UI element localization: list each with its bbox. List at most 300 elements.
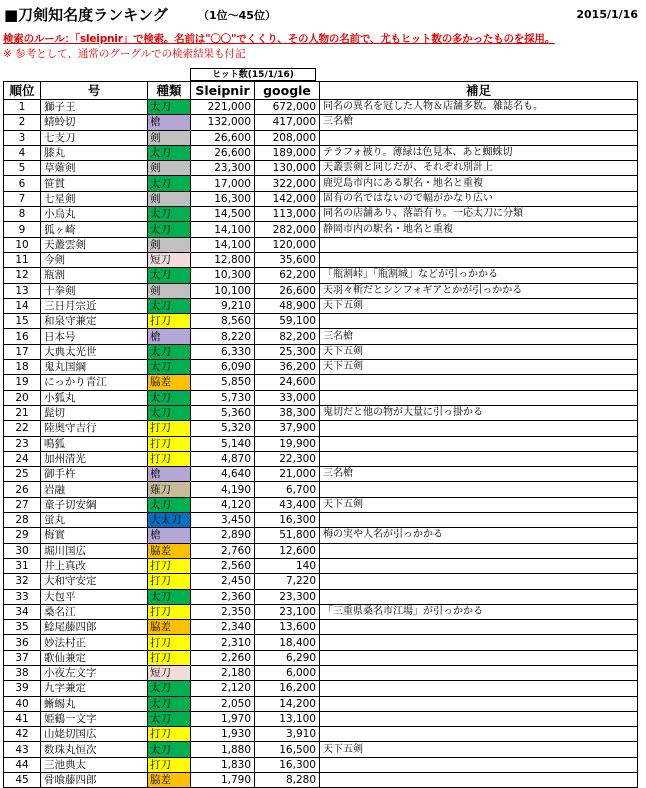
cell-note[interactable] <box>320 558 638 573</box>
cell-sleipnir[interactable]: 26,600 <box>191 145 255 160</box>
cell-rank[interactable]: 29 <box>4 528 41 543</box>
cell-google[interactable]: 82,200 <box>255 329 320 344</box>
cell-google[interactable]: 417,000 <box>255 115 320 130</box>
cell-name[interactable]: 七星剣 <box>41 191 148 206</box>
cell-name[interactable]: 大包平 <box>41 589 148 604</box>
cell-type[interactable]: 太刀 <box>148 145 191 160</box>
cell-rank[interactable]: 32 <box>4 574 41 589</box>
cell-type[interactable]: 剣 <box>148 191 191 206</box>
cell-note[interactable]: 天下五剣 <box>320 298 638 313</box>
cell-type[interactable]: 太刀 <box>148 405 191 420</box>
cell-sleipnir[interactable]: 132,000 <box>191 115 255 130</box>
cell-sleipnir[interactable]: 2,310 <box>191 635 255 650</box>
cell-google[interactable]: 13,600 <box>255 620 320 635</box>
cell-note[interactable] <box>320 375 638 390</box>
cell-note[interactable]: 天下五剣 <box>320 497 638 512</box>
cell-note[interactable] <box>320 620 638 635</box>
cell-name[interactable]: 姫鶴一文字 <box>41 711 148 726</box>
cell-rank[interactable]: 5 <box>4 161 41 176</box>
cell-note[interactable]: 三名槍 <box>320 467 638 482</box>
cell-name[interactable]: 和泉守兼定 <box>41 314 148 329</box>
cell-rank[interactable]: 37 <box>4 650 41 665</box>
cell-type[interactable]: 打刀 <box>148 451 191 466</box>
table-row <box>4 757 638 772</box>
cell-google[interactable]: 51,800 <box>255 528 320 543</box>
cell-sleipnir[interactable]: 5,140 <box>191 436 255 451</box>
cell-name[interactable]: にっかり青江 <box>41 375 148 390</box>
cell-google[interactable]: 43,400 <box>255 497 320 512</box>
cell-sleipnir[interactable]: 1,880 <box>191 742 255 757</box>
cell-rank[interactable]: 8 <box>4 207 41 222</box>
cell-google[interactable]: 16,500 <box>255 742 320 757</box>
cell-type[interactable]: 打刀 <box>148 650 191 665</box>
cell-type[interactable]: 薙刀 <box>148 482 191 497</box>
cell-google[interactable]: 33,000 <box>255 390 320 405</box>
cell-sleipnir[interactable]: 17,000 <box>191 176 255 191</box>
cell-rank[interactable]: 7 <box>4 191 41 206</box>
cell-note[interactable]: 天羽々斬だとシンフォギアとかが引っかかる <box>320 283 638 298</box>
cell-type[interactable]: 短刀 <box>148 665 191 680</box>
cell-sleipnir[interactable]: 12,800 <box>191 252 255 267</box>
cell-google[interactable]: 26,600 <box>255 283 320 298</box>
cell-google[interactable]: 16,300 <box>255 757 320 772</box>
page-title: ■刀剣知名度ランキング <box>4 6 168 24</box>
cell-google[interactable]: 6,290 <box>255 650 320 665</box>
cell-note[interactable] <box>320 589 638 604</box>
cell-google[interactable]: 18,400 <box>255 635 320 650</box>
hit-count-header: ヒット数(15/1/16) <box>190 68 316 81</box>
cell-type[interactable]: 太刀 <box>148 268 191 283</box>
cell-name[interactable]: 鬼丸国綱 <box>41 360 148 375</box>
cell-name[interactable]: 蜥蜴丸 <box>41 696 148 711</box>
cell-name[interactable]: 天叢雲剣 <box>41 237 148 252</box>
cell-note[interactable] <box>320 451 638 466</box>
cell-note[interactable]: 「瓶割峠」「瓶割城」などが引っかかる <box>320 268 638 283</box>
cell-name[interactable]: 七支刀 <box>41 130 148 145</box>
cell-type[interactable]: 大太刀 <box>148 513 191 528</box>
cell-name[interactable]: 大和守安定 <box>41 574 148 589</box>
cell-rank[interactable]: 28 <box>4 513 41 528</box>
cell-name[interactable]: 小狐丸 <box>41 390 148 405</box>
cell-note[interactable] <box>320 665 638 680</box>
cell-type[interactable]: 脇差 <box>148 375 191 390</box>
cell-type[interactable]: 打刀 <box>148 727 191 742</box>
cell-rank[interactable]: 10 <box>4 237 41 252</box>
cell-type[interactable]: 短刀 <box>148 252 191 267</box>
cell-note[interactable]: 三名槍 <box>320 329 638 344</box>
cell-rank[interactable]: 27 <box>4 497 41 512</box>
cell-google[interactable]: 23,300 <box>255 589 320 604</box>
cell-note[interactable]: 三名槍 <box>320 115 638 130</box>
cell-type[interactable]: 太刀 <box>148 298 191 313</box>
cell-rank[interactable]: 15 <box>4 314 41 329</box>
cell-name[interactable]: 山姥切国広 <box>41 727 148 742</box>
cell-note[interactable]: 天下五剣 <box>320 344 638 359</box>
cell-sleipnir[interactable]: 2,450 <box>191 574 255 589</box>
cell-sleipnir[interactable]: 2,340 <box>191 620 255 635</box>
col-rank[interactable]: 順位 <box>4 82 41 100</box>
cell-google[interactable]: 25,300 <box>255 344 320 359</box>
cell-rank[interactable]: 24 <box>4 451 41 466</box>
cell-rank[interactable]: 23 <box>4 436 41 451</box>
cell-rank[interactable]: 14 <box>4 298 41 313</box>
cell-name[interactable]: 梅實 <box>41 528 148 543</box>
table-row <box>4 665 638 680</box>
table-row <box>4 558 638 573</box>
cell-note[interactable]: 天下五剣 <box>320 742 638 757</box>
table-row <box>4 298 638 313</box>
cell-type[interactable]: 打刀 <box>148 635 191 650</box>
cell-sleipnir[interactable]: 5,730 <box>191 390 255 405</box>
cell-rank[interactable]: 1 <box>4 100 41 115</box>
cell-type[interactable]: 打刀 <box>148 604 191 619</box>
cell-type[interactable]: 太刀 <box>148 696 191 711</box>
cell-type[interactable]: 太刀 <box>148 344 191 359</box>
cell-google[interactable]: 16,300 <box>255 513 320 528</box>
cell-type[interactable]: 打刀 <box>148 436 191 451</box>
cell-type[interactable]: 槍 <box>148 329 191 344</box>
cell-google[interactable]: 142,000 <box>255 191 320 206</box>
cell-type[interactable]: 脇差 <box>148 773 191 788</box>
cell-type[interactable]: 槍 <box>148 115 191 130</box>
cell-rank[interactable]: 42 <box>4 727 41 742</box>
table-body <box>4 100 638 788</box>
cell-sleipnir[interactable]: 2,180 <box>191 665 255 680</box>
cell-sleipnir[interactable]: 2,560 <box>191 558 255 573</box>
cell-type[interactable]: 太刀 <box>148 207 191 222</box>
table-row <box>4 405 638 420</box>
cell-rank[interactable]: 31 <box>4 558 41 573</box>
cell-google[interactable]: 23,100 <box>255 604 320 619</box>
cell-rank[interactable]: 6 <box>4 176 41 191</box>
cell-google[interactable]: 12,600 <box>255 543 320 558</box>
cell-note[interactable]: 梅の実や人名が引っかかる <box>320 528 638 543</box>
cell-note[interactable] <box>320 574 638 589</box>
cell-sleipnir[interactable]: 5,360 <box>191 405 255 420</box>
cell-sleipnir[interactable]: 2,760 <box>191 543 255 558</box>
cell-rank[interactable]: 25 <box>4 467 41 482</box>
cell-note[interactable] <box>320 314 638 329</box>
cell-google[interactable]: 322,000 <box>255 176 320 191</box>
cell-google[interactable]: 19,900 <box>255 436 320 451</box>
table-row <box>4 161 638 176</box>
cell-name[interactable]: 蛍丸 <box>41 513 148 528</box>
cell-name[interactable]: 三日月宗近 <box>41 298 148 313</box>
cell-type[interactable]: 脇差 <box>148 543 191 558</box>
cell-google[interactable]: 21,000 <box>255 467 320 482</box>
cell-google[interactable]: 6,700 <box>255 482 320 497</box>
cell-name[interactable]: 小夜左文字 <box>41 665 148 680</box>
cell-name[interactable]: 童子切安綱 <box>41 497 148 512</box>
cell-sleipnir[interactable]: 23,300 <box>191 161 255 176</box>
cell-sleipnir[interactable]: 221,000 <box>191 100 255 115</box>
cell-type[interactable]: 太刀 <box>148 100 191 115</box>
cell-google[interactable]: 37,900 <box>255 421 320 436</box>
cell-google[interactable]: 6,000 <box>255 665 320 680</box>
cell-type[interactable]: 脇差 <box>148 620 191 635</box>
cell-google[interactable]: 14,200 <box>255 696 320 711</box>
cell-rank[interactable]: 9 <box>4 222 41 237</box>
cell-name[interactable]: 日本号 <box>41 329 148 344</box>
cell-google[interactable]: 208,000 <box>255 130 320 145</box>
cell-rank[interactable]: 44 <box>4 757 41 772</box>
cell-google[interactable]: 36,200 <box>255 360 320 375</box>
col-type[interactable]: 種類 <box>148 82 191 100</box>
cell-rank[interactable]: 40 <box>4 696 41 711</box>
cell-sleipnir[interactable]: 1,970 <box>191 711 255 726</box>
cell-google[interactable]: 120,000 <box>255 237 320 252</box>
table-row <box>4 635 638 650</box>
cell-name[interactable]: 草薙剣 <box>41 161 148 176</box>
cell-type[interactable]: 太刀 <box>148 497 191 512</box>
cell-name[interactable]: 大典太光世 <box>41 344 148 359</box>
cell-type[interactable]: 太刀 <box>148 360 191 375</box>
cell-sleipnir[interactable]: 6,090 <box>191 360 255 375</box>
cell-rank[interactable]: 26 <box>4 482 41 497</box>
cell-note[interactable] <box>320 757 638 772</box>
cell-rank[interactable]: 12 <box>4 268 41 283</box>
cell-name[interactable]: 鳴狐 <box>41 436 148 451</box>
table-row <box>4 681 638 696</box>
table-row <box>4 696 638 711</box>
cell-sleipnir[interactable]: 2,350 <box>191 604 255 619</box>
cell-name[interactable]: 九字兼定 <box>41 681 148 696</box>
cell-google[interactable]: 282,000 <box>255 222 320 237</box>
cell-sleipnir[interactable]: 5,320 <box>191 421 255 436</box>
cell-name[interactable]: 陸奥守吉行 <box>41 421 148 436</box>
cell-sleipnir[interactable]: 26,600 <box>191 130 255 145</box>
cell-type[interactable]: 太刀 <box>148 681 191 696</box>
cell-rank[interactable]: 3 <box>4 130 41 145</box>
cell-rank[interactable]: 19 <box>4 375 41 390</box>
cell-name[interactable]: 今剣 <box>41 252 148 267</box>
cell-name[interactable]: 歌仙兼定 <box>41 650 148 665</box>
cell-note[interactable] <box>320 436 638 451</box>
cell-google[interactable]: 130,000 <box>255 161 320 176</box>
col-google[interactable]: google <box>255 82 320 100</box>
cell-note[interactable] <box>320 635 638 650</box>
cell-name[interactable]: 妙法村正 <box>41 635 148 650</box>
cell-google[interactable]: 3,910 <box>255 727 320 742</box>
cell-name[interactable]: 加州清光 <box>41 451 148 466</box>
cell-type[interactable]: 打刀 <box>148 757 191 772</box>
cell-sleipnir[interactable]: 4,870 <box>191 451 255 466</box>
cell-note[interactable]: 天叢雲剣と同じだが、それぞれ別計上 <box>320 161 638 176</box>
rank-range: （1位〜45位） <box>198 9 276 22</box>
cell-rank[interactable]: 45 <box>4 773 41 788</box>
cell-note[interactable] <box>320 421 638 436</box>
cell-rank[interactable]: 20 <box>4 390 41 405</box>
cell-type[interactable]: 槍 <box>148 528 191 543</box>
cell-sleipnir[interactable]: 10,100 <box>191 283 255 298</box>
cell-google[interactable]: 22,300 <box>255 451 320 466</box>
col-name[interactable]: 号 <box>41 82 148 100</box>
cell-note[interactable] <box>320 711 638 726</box>
cell-rank[interactable]: 43 <box>4 742 41 757</box>
cell-sleipnir[interactable]: 1,790 <box>191 773 255 788</box>
cell-note[interactable]: 同名の店舗あり、落語有り。一応太刀に分類 <box>320 207 638 222</box>
cell-google[interactable]: 48,900 <box>255 298 320 313</box>
cell-sleipnir[interactable]: 1,930 <box>191 727 255 742</box>
cell-type[interactable]: 打刀 <box>148 421 191 436</box>
cell-rank[interactable]: 18 <box>4 360 41 375</box>
cell-rank[interactable]: 2 <box>4 115 41 130</box>
search-rule: 検索のルール：「sleipnir」で検索。名前は"〇〇"でくくり、その人物の名前で、尤もヒット数の多かったものを採用。 <box>3 33 555 45</box>
table-row <box>4 742 638 757</box>
cell-rank[interactable]: 35 <box>4 620 41 635</box>
cell-sleipnir[interactable]: 8,220 <box>191 329 255 344</box>
cell-name[interactable]: 岩融 <box>41 482 148 497</box>
cell-name[interactable]: 御手杵 <box>41 467 148 482</box>
cell-rank[interactable]: 33 <box>4 589 41 604</box>
cell-name[interactable]: 数珠丸恒次 <box>41 742 148 757</box>
cell-sleipnir[interactable]: 14,500 <box>191 207 255 222</box>
cell-name[interactable]: 桑名江 <box>41 604 148 619</box>
col-sleipnir[interactable]: Sleipnir <box>191 82 255 100</box>
cell-google[interactable]: 140 <box>255 558 320 573</box>
cell-sleipnir[interactable]: 9,210 <box>191 298 255 313</box>
cell-name[interactable]: 膝丸 <box>41 145 148 160</box>
cell-name[interactable]: 井上真改 <box>41 558 148 573</box>
cell-note[interactable] <box>320 543 638 558</box>
cell-note[interactable] <box>320 727 638 742</box>
cell-type[interactable]: 剣 <box>148 161 191 176</box>
cell-sleipnir[interactable]: 3,450 <box>191 513 255 528</box>
cell-sleipnir[interactable]: 2,890 <box>191 528 255 543</box>
table-row <box>4 130 638 145</box>
cell-note[interactable] <box>320 130 638 145</box>
cell-rank[interactable]: 21 <box>4 405 41 420</box>
cell-sleipnir[interactable]: 16,300 <box>191 191 255 206</box>
table-row <box>4 497 638 512</box>
cell-rank[interactable]: 34 <box>4 604 41 619</box>
cell-note[interactable]: 同名の異名を冠した人物＆店舗多数。雑誌名も。 <box>320 100 638 115</box>
col-note[interactable]: 補足 <box>320 82 638 100</box>
table-row <box>4 268 638 283</box>
cell-type[interactable]: 打刀 <box>148 574 191 589</box>
cell-rank[interactable]: 30 <box>4 543 41 558</box>
cell-name[interactable]: 骨喰藤四郎 <box>41 773 148 788</box>
cell-note[interactable]: テラフォ被り。薄緑は色見本、あと蜘蛛切 <box>320 145 638 160</box>
cell-rank[interactable]: 17 <box>4 344 41 359</box>
cell-sleipnir[interactable]: 2,260 <box>191 650 255 665</box>
cell-rank[interactable]: 4 <box>4 145 41 160</box>
cell-name[interactable]: 小烏丸 <box>41 207 148 222</box>
cell-name[interactable]: 獅子王 <box>41 100 148 115</box>
cell-type[interactable]: 太刀 <box>148 742 191 757</box>
cell-rank[interactable]: 13 <box>4 283 41 298</box>
cell-note[interactable] <box>320 513 638 528</box>
cell-type[interactable]: 太刀 <box>148 176 191 191</box>
cell-note[interactable] <box>320 252 638 267</box>
cell-rank[interactable]: 39 <box>4 681 41 696</box>
cell-name[interactable]: 鯰尾藤四郎 <box>41 620 148 635</box>
table-row <box>4 467 638 482</box>
cell-name[interactable]: 狐ヶ崎 <box>41 222 148 237</box>
cell-sleipnir[interactable]: 4,190 <box>191 482 255 497</box>
cell-note[interactable]: 「三重県桑名市江場」が引っかかる <box>320 604 638 619</box>
cell-google[interactable]: 24,600 <box>255 375 320 390</box>
cell-google[interactable]: 62,200 <box>255 268 320 283</box>
cell-google[interactable]: 189,000 <box>255 145 320 160</box>
cell-name[interactable]: 蜻蛉切 <box>41 115 148 130</box>
cell-sleipnir[interactable]: 14,100 <box>191 222 255 237</box>
cell-type[interactable]: 打刀 <box>148 314 191 329</box>
cell-google[interactable]: 38,300 <box>255 405 320 420</box>
cell-sleipnir[interactable]: 4,640 <box>191 467 255 482</box>
cell-google[interactable]: 672,000 <box>255 100 320 115</box>
table-row <box>4 513 638 528</box>
cell-sleipnir[interactable]: 6,330 <box>191 344 255 359</box>
cell-rank[interactable]: 36 <box>4 635 41 650</box>
cell-note[interactable]: 固有の名ではないので幅がかなり広い <box>320 191 638 206</box>
cell-type[interactable]: 剣 <box>148 283 191 298</box>
cell-rank[interactable]: 41 <box>4 711 41 726</box>
cell-note[interactable] <box>320 650 638 665</box>
cell-sleipnir[interactable]: 5,850 <box>191 375 255 390</box>
cell-note[interactable] <box>320 482 638 497</box>
cell-sleipnir[interactable]: 8,560 <box>191 314 255 329</box>
cell-type[interactable]: 剣 <box>148 130 191 145</box>
cell-rank[interactable]: 22 <box>4 421 41 436</box>
cell-note[interactable]: 鬼切だと他の物が大量に引っ掛かる <box>320 405 638 420</box>
table-row <box>4 773 638 788</box>
cell-name[interactable]: 瓶割 <box>41 268 148 283</box>
cell-type[interactable]: 打刀 <box>148 558 191 573</box>
cell-sleipnir[interactable]: 2,360 <box>191 589 255 604</box>
cell-sleipnir[interactable]: 10,300 <box>191 268 255 283</box>
cell-note[interactable]: 鹿児島市内にある駅名・地名と重複 <box>320 176 638 191</box>
table-row <box>4 283 638 298</box>
cell-type[interactable]: 太刀 <box>148 222 191 237</box>
cell-name[interactable]: 笹貫 <box>41 176 148 191</box>
cell-google[interactable]: 16,200 <box>255 681 320 696</box>
cell-note[interactable]: 静岡市内の駅名・地名と重複 <box>320 222 638 237</box>
cell-sleipnir[interactable]: 14,100 <box>191 237 255 252</box>
cell-google[interactable]: 7,220 <box>255 574 320 589</box>
cell-note[interactable] <box>320 390 638 405</box>
cell-type[interactable]: 剣 <box>148 237 191 252</box>
cell-rank[interactable]: 16 <box>4 329 41 344</box>
cell-google[interactable]: 113,000 <box>255 207 320 222</box>
cell-note[interactable] <box>320 696 638 711</box>
cell-note[interactable] <box>320 681 638 696</box>
cell-name[interactable]: 十拳剣 <box>41 283 148 298</box>
cell-sleipnir[interactable]: 1,830 <box>191 757 255 772</box>
cell-name[interactable]: 堀川国広 <box>41 543 148 558</box>
cell-note[interactable] <box>320 237 638 252</box>
table-row <box>4 711 638 726</box>
cell-sleipnir[interactable]: 2,120 <box>191 681 255 696</box>
cell-type[interactable]: 太刀 <box>148 589 191 604</box>
cell-type[interactable]: 槍 <box>148 467 191 482</box>
table-row <box>4 620 638 635</box>
cell-type[interactable]: 太刀 <box>148 390 191 405</box>
cell-sleipnir[interactable]: 2,050 <box>191 696 255 711</box>
cell-rank[interactable]: 38 <box>4 665 41 680</box>
cell-note[interactable]: 天下五剣 <box>320 360 638 375</box>
cell-google[interactable]: 35,600 <box>255 252 320 267</box>
cell-sleipnir[interactable]: 4,120 <box>191 497 255 512</box>
cell-name[interactable]: 三池典太 <box>41 757 148 772</box>
cell-type[interactable]: 太刀 <box>148 711 191 726</box>
cell-google[interactable]: 8,280 <box>255 773 320 788</box>
cell-google[interactable]: 13,100 <box>255 711 320 726</box>
cell-rank[interactable]: 11 <box>4 252 41 267</box>
cell-name[interactable]: 髭切 <box>41 405 148 420</box>
cell-note[interactable] <box>320 773 638 788</box>
cell-google[interactable]: 59,100 <box>255 314 320 329</box>
